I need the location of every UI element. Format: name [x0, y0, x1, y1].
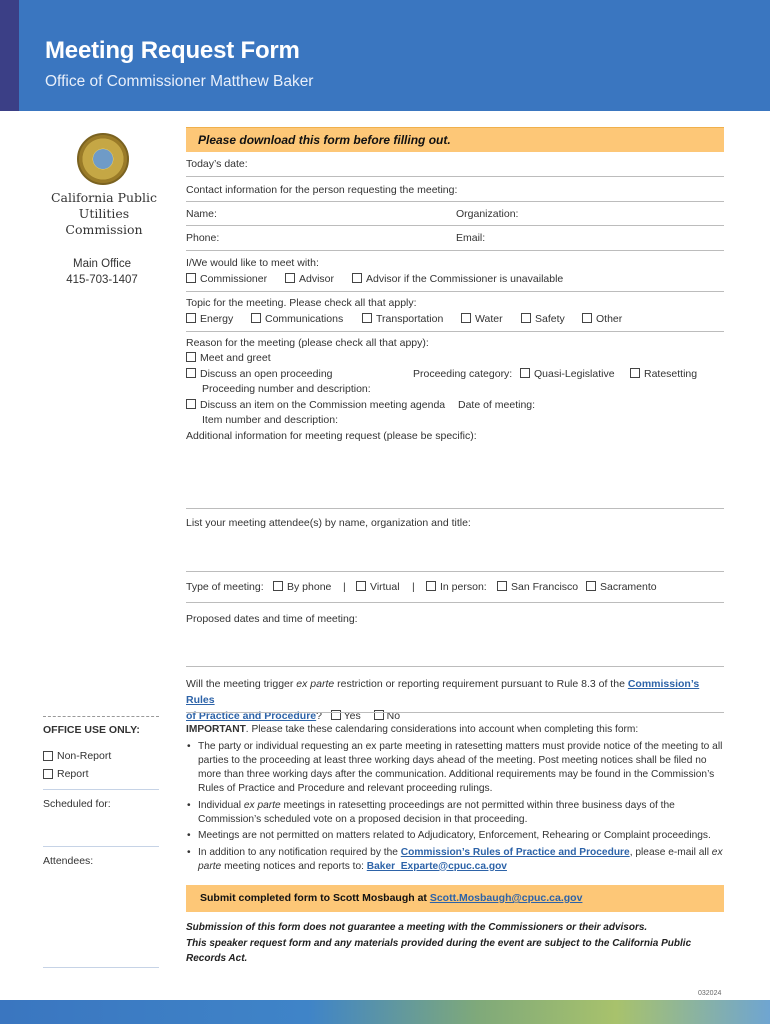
- checkbox[interactable]: [520, 368, 530, 378]
- meeting-type-label: Type of meeting:: [186, 581, 264, 593]
- reason-label: Reason for the meeting (please check all that appy):: [186, 337, 429, 349]
- proposed-dates-field[interactable]: [186, 666, 724, 667]
- important-notice: [186, 723, 726, 876]
- todays-date-field[interactable]: [186, 176, 724, 177]
- name-label: Name:: [186, 208, 217, 220]
- field-divider: [186, 291, 724, 292]
- office-use-panel: [43, 716, 159, 976]
- meet-advisor-if-unavailable-option[interactable]: [352, 273, 563, 285]
- office-use-rule: [43, 716, 159, 718]
- page-title: Meeting Request Form: [45, 37, 300, 64]
- non-report-option[interactable]: [43, 747, 159, 765]
- option-label: In person:: [440, 581, 487, 593]
- submit-instructions-banner: [186, 885, 724, 912]
- option-label: Quasi-Legislative: [534, 368, 615, 380]
- ex-parte-text: restriction or reporting requirement pursuant to Rule 8.3 of the: [334, 678, 628, 690]
- reason-open-proceeding-option[interactable]: [186, 368, 333, 380]
- field-divider: [186, 331, 724, 332]
- important-intro: [186, 723, 726, 737]
- submit-text: Submit completed form to Scott Mosbaugh at: [200, 892, 430, 904]
- todays-date-label: Today’s date:: [186, 158, 248, 170]
- item-number-label: Item number and description:: [202, 414, 338, 426]
- org-line-1: California Public: [50, 190, 158, 205]
- checkbox[interactable]: [630, 368, 640, 378]
- option-label: Virtual: [370, 581, 400, 593]
- topic-safety-option[interactable]: [521, 313, 565, 325]
- organization-name: [43, 190, 165, 238]
- proceeding-category-label: Proceeding category:: [413, 368, 513, 380]
- option-label: Discuss an item on the Commission meeting agenda: [200, 399, 446, 411]
- ex-parte-text: Will the meeting trigger: [186, 678, 297, 690]
- date-of-meeting-label: Date of meeting:: [458, 399, 536, 411]
- option-label: Yes: [343, 710, 361, 722]
- checkbox[interactable]: [186, 352, 196, 362]
- main-office-info: [43, 256, 161, 288]
- option-label: San Francisco: [511, 581, 579, 593]
- non-report-label: Non-Report: [57, 750, 112, 762]
- checkbox[interactable]: [521, 313, 531, 323]
- organization-label: Organization:: [456, 208, 519, 220]
- checkbox[interactable]: [356, 581, 366, 591]
- list-text: meeting notices and reports to:: [221, 860, 367, 872]
- field-divider: [186, 602, 724, 603]
- checkbox[interactable]: [285, 273, 295, 283]
- attendees-label: Attendees:: [43, 855, 94, 867]
- ex-parte-italic: ex parte: [296, 678, 335, 690]
- disclaimer-line-2: This speaker request form and any materials provided during the event are subject to the California Public Records Act.: [186, 937, 692, 964]
- rules-of-practice-link[interactable]: of Practice and Procedure: [186, 710, 317, 722]
- list-text: In addition to any notification required by the: [198, 846, 401, 858]
- checkbox[interactable]: [362, 313, 372, 323]
- non-report-checkbox[interactable]: [43, 751, 53, 761]
- topic-energy-option[interactable]: [186, 313, 233, 325]
- footer-gradient-bar: [0, 1000, 770, 1024]
- checkbox[interactable]: [186, 313, 196, 323]
- checkbox[interactable]: [273, 581, 283, 591]
- main-office-phone: 415-703-1407: [66, 274, 138, 286]
- checkbox[interactable]: [497, 581, 507, 591]
- topic-water-option[interactable]: [461, 313, 503, 325]
- attendees-list-label: List your meeting attendee(s) by name, organization and title:: [186, 517, 471, 529]
- checkbox[interactable]: [461, 313, 471, 323]
- topic-label: Topic for the meeting. Please check all that apply:: [186, 297, 417, 309]
- meet-with-label: I/We would like to meet with:: [186, 257, 319, 269]
- important-label: IMPORTANT: [186, 724, 246, 735]
- office-use-divider: [43, 789, 159, 790]
- option-label: Meet and greet: [200, 352, 271, 364]
- meet-advisor-option[interactable]: [285, 273, 334, 285]
- additional-info-field[interactable]: [186, 508, 724, 509]
- meet-commissioner-option[interactable]: [186, 273, 267, 285]
- separator-pipe: |: [343, 581, 346, 593]
- reason-agenda-item-option[interactable]: [186, 399, 445, 411]
- additional-info-label: Additional information for meeting request (please be specific):: [186, 430, 477, 442]
- checkbox[interactable]: [251, 313, 261, 323]
- disclaimer: [186, 920, 726, 967]
- option-label: By phone: [287, 581, 332, 593]
- page-subtitle: Office of Commissioner Matthew Baker: [45, 73, 314, 90]
- list-italic: ex parte: [243, 799, 281, 811]
- list-item: [186, 799, 726, 827]
- important-intro-text: . Please take these calendaring considerations into account when completing this form:: [245, 724, 639, 735]
- option-label: Safety: [535, 313, 565, 325]
- separator-pipe: |: [412, 581, 415, 593]
- proposed-dates-label: Proposed dates and time of meeting:: [186, 613, 358, 625]
- proceeding-number-label: Proceeding number and description:: [202, 383, 371, 395]
- phone-email-field[interactable]: [186, 250, 724, 251]
- office-use-divider: [43, 846, 159, 847]
- report-label: Report: [57, 768, 89, 780]
- option-label: Advisor: [299, 273, 335, 285]
- cpuc-seal-logo: [77, 133, 129, 185]
- reason-meet-greet-option[interactable]: [186, 352, 271, 364]
- main-office-label: Main Office: [73, 258, 131, 270]
- name-organization-field[interactable]: [186, 225, 724, 226]
- meeting-type-virtual-option[interactable]: [356, 581, 400, 593]
- option-label: Advisor if the Commissioner is unavailable: [366, 273, 564, 285]
- list-item: • The party or individual requesting an ex parte meeting in ratesetting matters must provide notice of the meeting to all parties to the proceeding at least three working days ahead of the meeting. Post meeting notices shall be filed no more than three working days after the communication. Additional requirements may be found in the Commission’s Rules of Practice and Procedure and relevant proceeding rulings.: [186, 740, 726, 796]
- checkbox[interactable]: [186, 399, 196, 409]
- option-label: Communications: [265, 313, 344, 325]
- option-label: Ratesetting: [644, 368, 698, 380]
- report-checkbox[interactable]: [43, 769, 53, 779]
- checkbox[interactable]: [426, 581, 436, 591]
- list-text: meetings in ratesetting proceedings are not permitted within three business days of the Commission’s scheduled vote on a proposed decision in that proceeding.: [198, 799, 675, 825]
- disclaimer-line-1: Submission of this form does not guarantee a meeting with the Commissioners or their advisors.: [186, 922, 648, 933]
- ex-parte-question: [186, 676, 726, 724]
- list-item: [186, 846, 726, 874]
- option-label: Transportation: [376, 313, 444, 325]
- category-ratesetting-option[interactable]: [630, 368, 697, 380]
- topic-other-option[interactable]: [582, 313, 622, 325]
- topic-communications-option[interactable]: [251, 313, 343, 325]
- list-item: • Meetings are not permitted on matters related to Adjudicatory, Enforcement, Rehearing or Complaint proceedings.: [186, 829, 726, 843]
- rules-of-practice-link[interactable]: Commission’s Rules: [186, 678, 700, 706]
- option-label: Energy: [200, 313, 234, 325]
- option-label: Other: [596, 313, 623, 325]
- contact-info-heading: Contact information for the person requesting the meeting:: [186, 184, 458, 196]
- rules-of-practice-link[interactable]: Commission’s Rules of Practice and Procedure: [400, 846, 630, 858]
- page-header: [0, 0, 770, 111]
- category-quasi-legislative-option[interactable]: [520, 368, 615, 380]
- meeting-type-phone-option[interactable]: [273, 581, 331, 593]
- option-label: Sacramento: [600, 581, 657, 593]
- checkbox[interactable]: [586, 581, 596, 591]
- scheduled-for-label: Scheduled for:: [43, 798, 111, 810]
- option-label: Commissioner: [200, 273, 268, 285]
- form-revision-code: 032024: [698, 990, 722, 997]
- location-sacramento-option[interactable]: [586, 581, 657, 593]
- office-use-heading: OFFICE USE ONLY:: [43, 724, 140, 736]
- location-san-francisco-option[interactable]: [497, 581, 578, 593]
- ex-parte-email-link[interactable]: Baker_Exparte@cpuc.ca.gov: [366, 860, 507, 872]
- field-divider: [186, 201, 724, 202]
- topic-transportation-option[interactable]: [362, 313, 443, 325]
- checkbox[interactable]: [582, 313, 592, 323]
- phone-label: Phone:: [186, 232, 220, 244]
- list-italic: ex parte: [198, 846, 723, 872]
- checkbox[interactable]: [186, 273, 196, 283]
- checkbox[interactable]: [352, 273, 362, 283]
- important-list: [186, 740, 726, 874]
- checkbox[interactable]: [186, 368, 196, 378]
- option-label: Discuss an open proceeding: [200, 368, 333, 380]
- report-option[interactable]: [43, 765, 159, 783]
- org-line-2: Utilities Commission: [65, 206, 143, 237]
- submit-email-link[interactable]: Scott.Mosbaugh@cpuc.ca.gov: [429, 892, 583, 904]
- list-text: , please e-mail all: [629, 846, 712, 858]
- field-divider: [186, 712, 724, 713]
- download-notice-banner: Please download this form before filling out.: [186, 127, 724, 152]
- attendees-list-field[interactable]: [186, 571, 724, 572]
- question-mark: ?: [316, 710, 322, 722]
- office-use-divider: [43, 967, 159, 968]
- option-label: Water: [475, 313, 503, 325]
- option-label: No: [386, 710, 401, 722]
- header-accent-bar: [0, 0, 19, 111]
- list-text: Individual: [198, 799, 244, 811]
- meeting-type-in-person-option[interactable]: [426, 581, 487, 593]
- email-label: Email:: [456, 232, 486, 244]
